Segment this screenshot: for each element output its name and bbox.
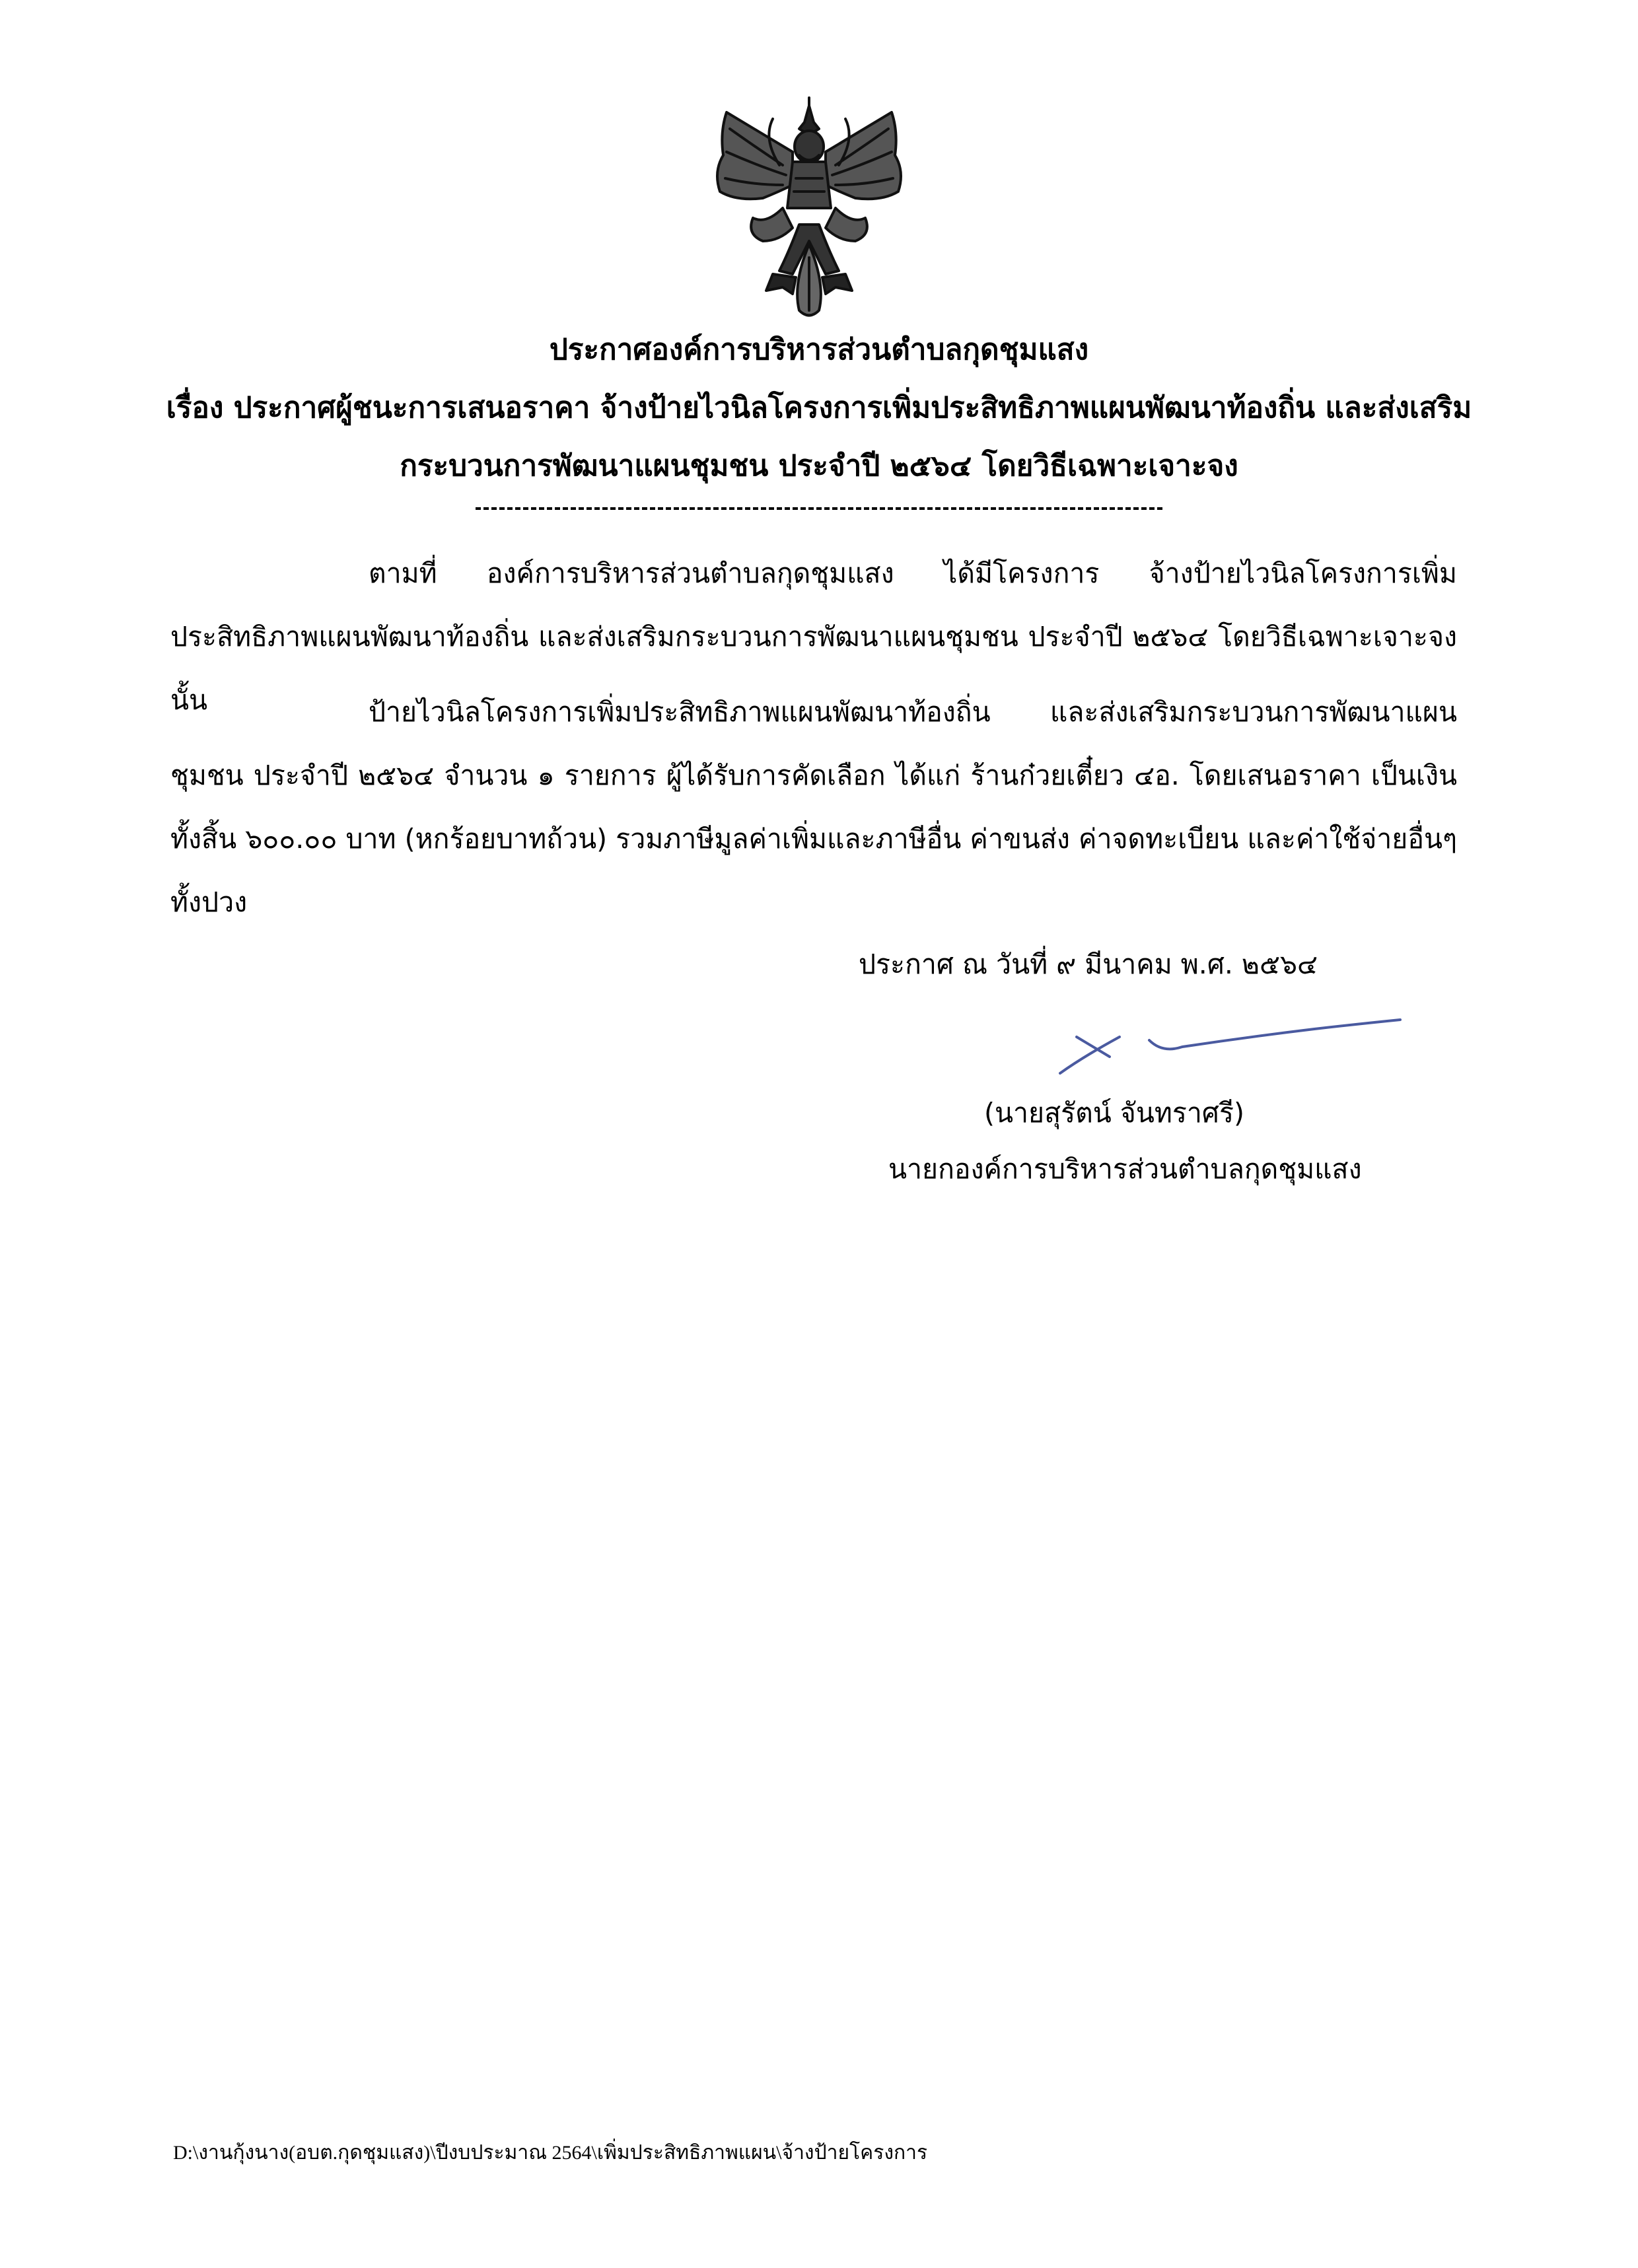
announcement-subject-line-1: เรื่อง ประกาศผู้ชนะการเสนอราคา จ้างป้ายไวนิลโครงการเพิ่มประสิทธิภาพแผนพัฒนาท้องถิ่น และส่งเสริม: [166, 391, 1472, 425]
announcement-date: ประกาศ ณ วันที่ ๙ มีนาคม พ.ศ. ๒๕๖๔: [859, 948, 1318, 980]
body-paragraph-1-text: ตามที่ องค์การบริหารส่วนตำบลกุดชุมแสง ได้มีโครงการ จ้างป้ายไวนิลโครงการเพิ่มประสิทธิภาพแผนพัฒนาท้องถิ่น และส่งเสริมกระบวนการพัฒนาแผนชุมชน ประจำปี ๒๕๖๔ โดยวิธีเฉพาะเจาะจง นั้น: [170, 557, 1457, 716]
body-paragraph-2-text: ป้ายไวนิลโครงการเพิ่มประสิทธิภาพแผนพัฒนาท้องถิ่น และส่งเสริมกระบวนการพัฒนาแผนชุมชน ประจำปี ๒๕๖๔ จำนวน ๑ รายการ ผู้ได้รับการคัดเลือก ได้แก่ ร้านก๋วยเตี๋ยว ๔อ. โดยเสนอราคา เป็นเงินทั้งสิ้น ๖๐๐.๐๐ บาท (หกร้อยบาทถ้วน) รวมภาษีมูลค่าเพิ่มและภาษีอื่น ค่าขนส่ง ค่าจดทะเบียน และค่าใช้จ่ายอื่นๆ ทั้งปวง: [170, 696, 1457, 918]
handwritten-signature: [1050, 1010, 1407, 1083]
signer-name: (นายสุรัตน์ จันทราศรี): [984, 1097, 1244, 1129]
header-divider: [476, 507, 1162, 510]
body-paragraph-2: [170, 680, 1457, 934]
announcement-subject-line-2: กระบวนการพัฒนาแผนชุมชน ประจำปี ๒๕๖๔ โดยวิธีเฉพาะเจาะจง: [400, 449, 1238, 483]
signer-title: นายกองค์การบริหารส่วนตำบลกุดชุมแสง: [888, 1153, 1362, 1185]
footer-file-path: D:\งานกุ้งนาง(อบต.กุดชุมแสง)\ปีงบประมาณ 2564\เพิ่มประสิทธิภาพแผน\จ้างป้ายโครงการ: [173, 2142, 928, 2164]
garuda-emblem-icon: [700, 92, 918, 330]
announcement-title: ประกาศองค์การบริหารส่วนตำบลกุดชุมแสง: [549, 333, 1089, 367]
